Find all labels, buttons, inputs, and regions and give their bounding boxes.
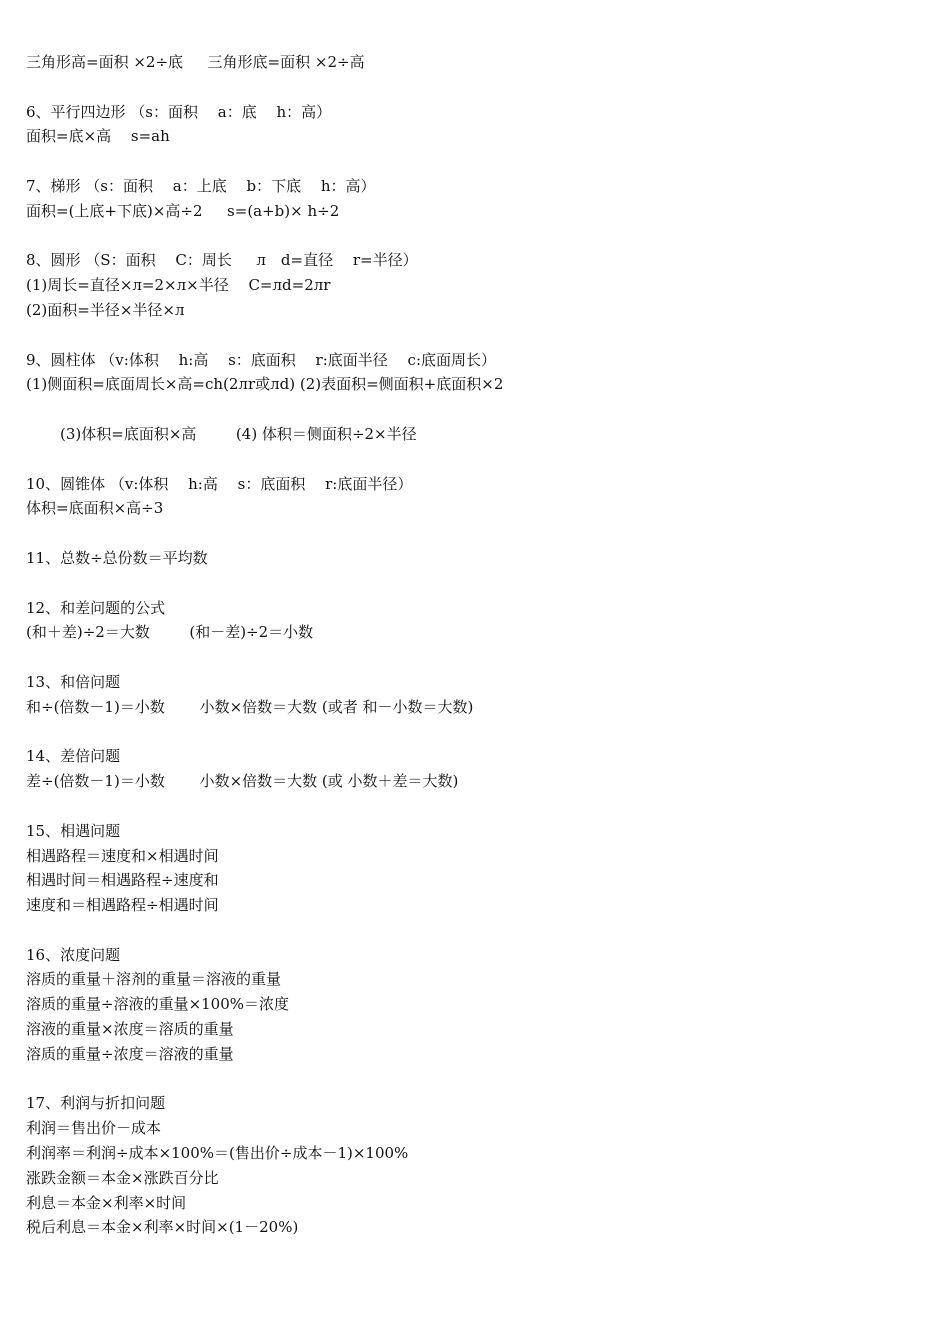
circle-area-formula: (2)面积=半径×半径×л	[26, 300, 185, 319]
profit-formula: 利润＝售出价－成本	[26, 1119, 162, 1138]
after-tax-interest-formula: 税后利息＝本金×利率×时间×(1－20%)	[26, 1218, 299, 1237]
triangle-height-base-formula: 三角形高=面积 ×2÷底 三角形底=面积 ×2÷高	[26, 53, 365, 71]
spacer	[26, 521, 926, 546]
spacer	[26, 323, 926, 348]
section-heading-average: 11、总数÷总份数＝平均数	[26, 548, 208, 567]
spacer	[26, 224, 926, 249]
section-heading-sum-difference: 12、和差问题的公式	[26, 598, 166, 617]
section-heading-meeting: 15、相遇问题	[26, 821, 121, 840]
circle-circumference-formula: (1)周长=直径×л=2×л×半径 C=лd=2лr	[26, 276, 331, 295]
section-heading-concentration: 16、浓度问题	[26, 945, 121, 964]
concentration-formula-2: 溶质的重量÷溶液的重量×100%＝浓度	[26, 995, 290, 1014]
concentration-formula-4: 溶质的重量÷浓度＝溶液的重量	[26, 1044, 234, 1063]
sum-difference-formula: (和＋差)÷2＝大数 (和－差)÷2＝小数	[26, 623, 314, 642]
spacer	[26, 397, 926, 422]
spacer	[26, 571, 926, 596]
spacer	[26, 447, 926, 472]
spacer	[26, 720, 926, 745]
section-heading-cone: 10、圆锥体 （v:体积 h:高 s：底面积 r:底面半径）	[26, 474, 413, 493]
concentration-formula-3: 溶液的重量×浓度＝溶质的重量	[26, 1020, 234, 1039]
parallelogram-area-formula: 面积=底×高 s=ah	[26, 127, 170, 146]
trapezoid-area-formula: 面积=(上底+下底)×高÷2 s=(a+b)× h÷2	[26, 201, 340, 220]
profit-rate-formula: 利润率＝利润÷成本×100%＝(售出价÷成本－1)×100%	[26, 1144, 409, 1163]
price-change-formula: 涨跌金额＝本金×涨跌百分比	[26, 1168, 219, 1187]
spacer	[26, 1067, 926, 1092]
meeting-speed-formula: 速度和＝相遇路程÷相遇时间	[26, 896, 219, 915]
spacer	[26, 794, 926, 819]
section-heading-circle: 8、圆形 （S：面积 C：周长 л d=直径 r=半径）	[26, 251, 418, 270]
section-heading-cylinder: 9、圆柱体 （v:体积 h:高 s：底面积 r:底面半径 c:底面周长）	[26, 350, 497, 369]
cylinder-surface-formula: (1)侧面积=底面周长×高=ch(2лr或лd) (2)表面积=侧面积+底面积×2	[26, 375, 504, 394]
meeting-time-formula: 相遇时间＝相遇路程÷速度和	[26, 871, 219, 890]
spacer	[26, 645, 926, 670]
section-heading-profit-discount: 17、利润与折扣问题	[26, 1094, 166, 1113]
sum-multiple-formula: 和÷(倍数－1)＝小数 小数×倍数＝大数 (或者 和－小数＝大数)	[26, 697, 474, 716]
difference-multiple-formula: 差÷(倍数－1)＝小数 小数×倍数＝大数 (或 小数＋差＝大数)	[26, 772, 459, 791]
section-heading-trapezoid: 7、梯形 （s：面积 a：上底 b：下底 h：高）	[26, 176, 376, 195]
section-heading-difference-multiple: 14、差倍问题	[26, 747, 121, 766]
concentration-formula-1: 溶质的重量＋溶剂的重量＝溶液的重量	[26, 970, 282, 989]
spacer	[26, 918, 926, 943]
meeting-distance-formula: 相遇路程＝速度和×相遇时间	[26, 846, 219, 865]
interest-formula: 利息＝本金×利率×时间	[26, 1193, 187, 1212]
formula-document	[26, 50, 926, 1240]
cylinder-volume-formula: (3)体积=底面积×高 (4) 体积＝侧面积÷2×半径	[60, 424, 417, 443]
cone-volume-formula: 体积=底面积×高÷3	[26, 499, 164, 518]
section-heading-sum-multiple: 13、和倍问题	[26, 672, 121, 691]
spacer	[26, 149, 926, 174]
section-heading-parallelogram: 6、平行四边形 （s：面积 a：底 h：高）	[26, 102, 332, 121]
spacer	[26, 75, 926, 100]
